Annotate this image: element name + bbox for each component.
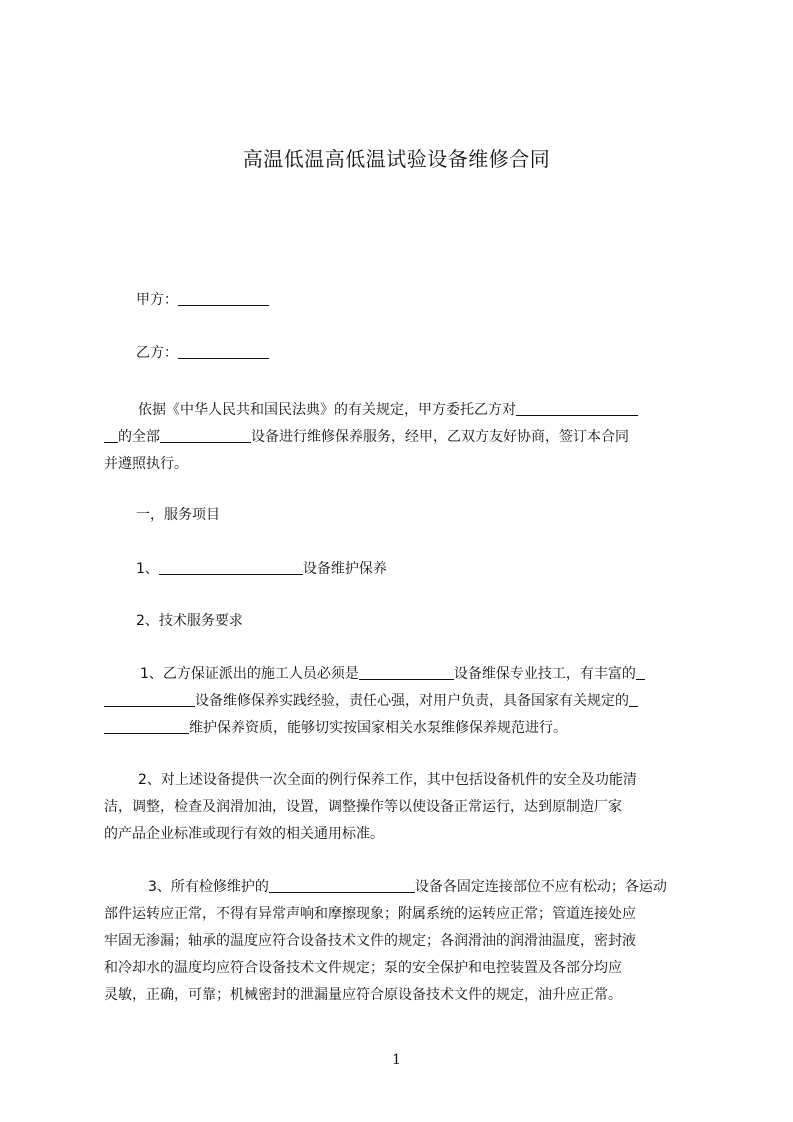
item-1-suffix: 设备维护保养	[302, 561, 387, 577]
intro-line-2	[104, 423, 704, 451]
req-3-text-1: 3、所有检修维护的	[148, 879, 269, 895]
intro-blank-2[interactable]	[160, 426, 251, 443]
item-2-heading-text: 2、技术服务要求	[136, 613, 243, 629]
req-1-blank-2[interactable]	[636, 663, 645, 680]
req-2-text-1: 2、对上述设备提供一次全面的例行保养工作，其中包括设备机件的安全及功能清	[138, 772, 637, 788]
req-1-blank-3-cont[interactable]	[104, 717, 189, 734]
party-b-line	[136, 339, 736, 367]
requirement-1-line-2	[104, 687, 704, 715]
party-a-line	[136, 286, 736, 314]
req-3-text-2: 设备各固定连接部位不应有松动；各运动	[414, 879, 667, 895]
req-1-blank-3[interactable]	[629, 690, 638, 707]
req-3-text-6: 灵敏，正确，可靠；机械密封的泄漏量应符合原设备技术文件的规定，油升应正常。	[104, 987, 622, 1003]
item-1-blank[interactable]	[159, 558, 303, 575]
requirement-3-line-2	[104, 900, 704, 928]
intro-line-3	[104, 450, 704, 478]
requirement-3-line-5	[104, 981, 704, 1009]
service-item-2-heading	[136, 607, 736, 635]
party-a-blank[interactable]	[178, 289, 269, 306]
intro-text-3: 设备进行维修保养服务，经甲，乙双方友好协商，签订本合同	[251, 429, 629, 445]
intro-text-2: 的全部	[118, 429, 160, 445]
req-1-blank-2-cont[interactable]	[104, 690, 195, 707]
section-1-heading	[136, 501, 736, 529]
intro-text-1: 依据《中华人民共和国民法典》的有关规定，甲方委托乙方对	[138, 402, 516, 418]
req-1-text-1: 1、乙方保证派出的施工人员必须是	[140, 666, 359, 682]
section-1-heading-text: 一，服务项目	[136, 507, 220, 523]
intro-blank-1[interactable]	[516, 399, 638, 416]
service-item-1	[136, 555, 736, 583]
page-number: 1	[392, 1052, 401, 1068]
party-a-label: 甲方：	[136, 292, 178, 308]
req-2-text-2: 洁，调整，检查及润滑加油，设置，调整操作等以使设备正常运行，达到原制造厂家	[104, 799, 622, 815]
intro-text-4: 并遵照执行。	[104, 456, 188, 472]
req-2-text-3: 的产品企业标准或现行有效的相关通用标准。	[104, 826, 384, 842]
requirement-2-line-3	[104, 820, 704, 848]
requirement-2-line-1	[138, 766, 738, 794]
req-3-text-4: 牢固无渗漏；轴承的温度应符合设备技术文件的规定；各润滑油的润滑油温度，密封液	[104, 933, 636, 949]
item-1-prefix: 1、	[136, 561, 159, 577]
req-3-text-3: 部件运转应正常，不得有异常声响和摩擦现象；附属系统的运转应正常；管道连接处应	[104, 906, 636, 922]
intro-line-1	[138, 396, 738, 424]
requirement-3-line-1	[148, 873, 748, 901]
contract-title: 高温低温高低温试验设备维修合同	[242, 147, 551, 171]
requirement-3-line-4	[104, 954, 704, 982]
req-1-text-3: 设备维修保养实践经验，责任心强，对用户负责，具备国家有关规定的	[195, 693, 629, 709]
req-1-text-2: 设备维保专业技工，有丰富的	[453, 666, 636, 682]
req-1-text-4: 维护保养资质，能够切实按国家相关水泵维修保养规范进行。	[189, 720, 567, 736]
req-1-blank-1[interactable]	[359, 663, 454, 680]
requirement-3-line-3	[104, 927, 704, 955]
req-3-text-5: 和冷却水的温度均应符合设备技术文件规定；泵的安全保护和电控装置及各部分均应	[104, 960, 622, 976]
requirement-1-line-3	[104, 714, 704, 742]
requirement-1-line-1	[140, 660, 740, 688]
intro-blank-1-cont[interactable]	[104, 426, 118, 443]
req-3-blank[interactable]	[269, 876, 415, 893]
party-b-label: 乙方：	[136, 345, 178, 361]
requirement-2-line-2	[104, 793, 704, 821]
party-b-blank[interactable]	[178, 342, 269, 359]
